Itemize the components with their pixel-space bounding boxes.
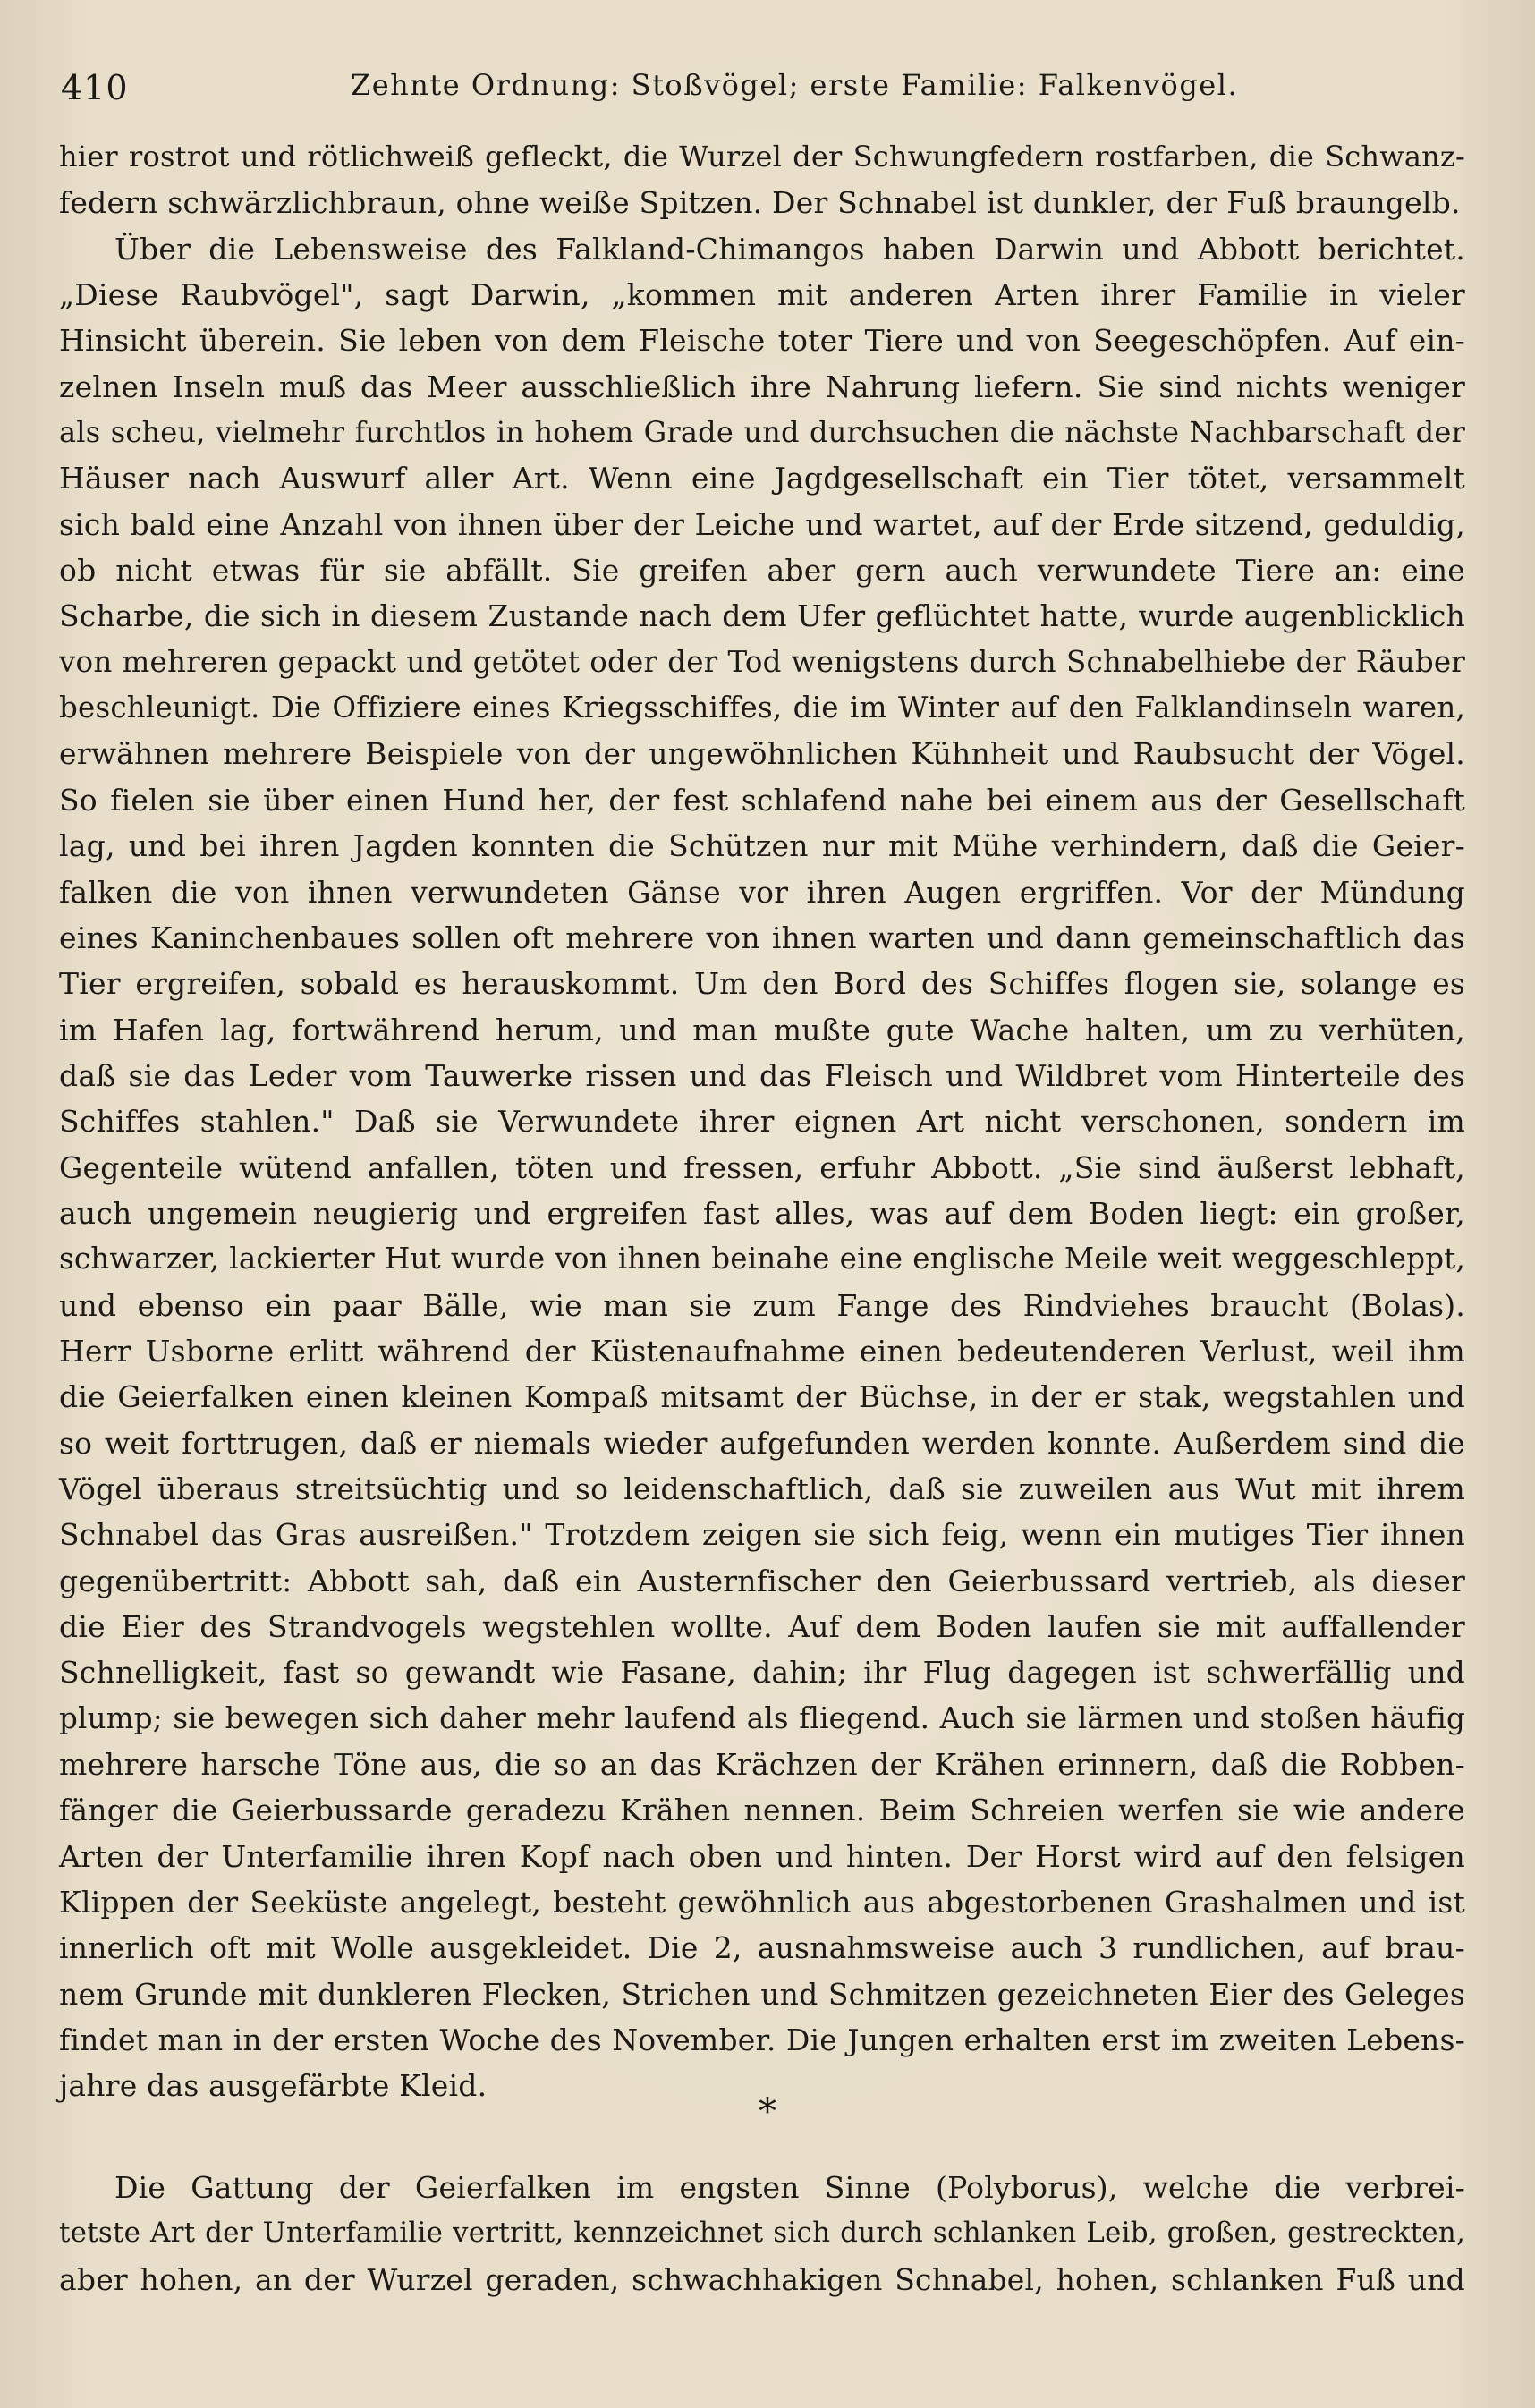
running-head: Zehnte Ordnung: Stoßvögel; erste Familie: Falkenvögel.: [351, 68, 1239, 102]
text-line: Vögel überaus streitsüchtig und so leidenschaftlich, daß sie zuweilen aus Wut mit ihrem: [59, 1471, 1465, 1506]
text-line: tetste Art der Unterfamilie vertritt, kennzeichnet sich durch schlanken Leib, großen, gestreckten,: [59, 2217, 1465, 2250]
paragraph-2: [59, 226, 1465, 2109]
text-line: findet man in der ersten Woche des November. Die Jungen erhalten erst im zweiten Lebens-: [59, 2022, 1465, 2058]
text-line: erwähnen mehrere Beispiele von der ungewöhnlichen Kühnheit und Raubsucht der Vögel.: [59, 736, 1465, 772]
text-line: so weit forttrugen, daß er niemals wieder aufgefunden werden konnte. Außerdem sind die: [59, 1425, 1465, 1461]
page-number: 410: [61, 68, 129, 107]
text-line: hier rostrot und rötlichweiß gefleckt, die Wurzel der Schwungfedern rostfarben, die Schwanz-: [59, 140, 1465, 174]
text-line: von mehreren gepackt und getötet oder der Tod wenigstens durch Schnabelhiebe der Räuber: [59, 644, 1465, 679]
text-line: eines Kaninchenbaues sollen oft mehrere von ihnen warten und dann gemeinschaftlich das: [59, 920, 1465, 955]
text-line: mehrere harsche Töne aus, die so an das Krächzen der Krähen erinnern, daß die Robben-: [59, 1747, 1465, 1783]
text-line: die Eier des Strandvogels wegstehlen wollte. Auf dem Boden laufen sie mit auffallender: [59, 1609, 1465, 1644]
section-separator-asterisk: *: [759, 2091, 776, 2132]
text-line: Über die Lebensweise des Falkland-Chimangos haben Darwin und Abbott berichtet.: [114, 231, 1465, 267]
text-line: zelnen Inseln muß das Meer ausschließlich ihre Nahrung liefern. Sie sind nichts weniger: [59, 369, 1465, 404]
text-line: So fielen sie über einen Hund her, der fest schlafend nahe bei einem aus der Gesellschaft: [59, 782, 1465, 818]
text-line: sich bald eine Anzahl von ihnen über der Leiche und wartet, auf der Erde sitzend, geduldig,: [59, 506, 1465, 542]
paragraph-3: [59, 2165, 1465, 2302]
text-line: jahre das ausgefärbte Kleid.: [59, 2068, 488, 2104]
text-line: Schnabel das Gras ausreißen." Trotzdem zeigen sie sich feig, wenn ein mutiges Tier ihnen: [59, 1517, 1465, 1553]
text-line: Arten der Unterfamilie ihren Kopf nach oben und hinten. Der Horst wird auf den felsigen: [59, 1838, 1465, 1874]
text-line: fänger die Geierbussarde geradezu Krähen nennen. Beim Schreien werfen sie wie andere: [59, 1793, 1465, 1828]
text-line: ob nicht etwas für sie abfällt. Sie greifen aber gern auch verwundete Tiere an: eine: [59, 553, 1465, 589]
text-line: Die Gattung der Geierfalken im engsten Sinne (Polyborus), welche die verbrei-: [114, 2170, 1465, 2205]
text-line: gegenübertritt: Abbott sah, daß ein Austernfischer den Geierbussard vertrieb, als dieser: [59, 1563, 1465, 1598]
text-line: auch ungemein neugierig und ergreifen fast alles, was auf dem Boden liegt: ein großer,: [59, 1195, 1465, 1231]
text-line: lag, und bei ihren Jagden konnten die Schützen nur mit Mühe verhindern, daß die Geier-: [59, 828, 1465, 864]
text-line: aber hohen, an der Wurzel geraden, schwachhakigen Schnabel, hohen, schlanken Fuß und: [59, 2261, 1465, 2297]
text-line: Häuser nach Auswurf aller Art. Wenn eine Jagdgesellschaft ein Tier tötet, versammelt: [59, 461, 1465, 496]
text-line: schwarzer, lackierter Hut wurde von ihnen beinahe eine englische Meile weit weggeschleppt,: [59, 1242, 1465, 1276]
text-line: als scheu, vielmehr furchtlos in hohem Grade und durchsuchen die nächste Nachbarschaft der: [59, 415, 1465, 450]
text-line: falken die von ihnen verwundeten Gänse vor ihren Augen ergriffen. Vor der Mündung: [59, 874, 1465, 910]
text-line: Schiffes stahlen." Daß sie Verwundete ihrer eignen Art nicht verschonen, sondern im: [59, 1104, 1465, 1140]
text-line: Hinsicht überein. Sie leben von dem Fleische toter Tiere und von Seegeschöpfen. Auf ein-: [59, 323, 1465, 359]
text-line: plump; sie bewegen sich daher mehr laufend als fliegend. Auch sie lärmen und stoßen häufig: [59, 1700, 1465, 1735]
text-line: federn schwärzlichbraun, ohne weiße Spitzen. Der Schnabel ist dunkler, der Fuß braungelb.: [59, 185, 1461, 221]
paragraph-1: [59, 134, 1465, 226]
text-line: innerlich oft mit Wolle ausgekleidet. Die 2, ausnahmsweise auch 3 rundlichen, auf brau-: [59, 1930, 1465, 1966]
text-line: „Diese Raubvögel", sagt Darwin, „kommen mit anderen Arten ihrer Familie in vieler: [59, 277, 1465, 313]
text-line: daß sie das Leder vom Tauwerke rissen und das Fleisch und Wildbret vom Hinterteile des: [59, 1057, 1465, 1093]
text-line: Tier ergreifen, sobald es herauskommt. Um den Bord des Schiffes flogen sie, solange es: [59, 966, 1465, 1002]
text-line: im Hafen lag, fortwährend herum, und man mußte gute Wache halten, um zu verhüten,: [59, 1012, 1465, 1047]
text-line: Gegenteile wütend anfallen, töten und fressen, erfuhr Abbott. „Sie sind äußerst lebhaft,: [59, 1149, 1465, 1185]
page-header: [55, 64, 1469, 114]
text-line: Klippen der Seeküste angelegt, besteht gewöhnlich aus abgestorbenen Grashalmen und ist: [59, 1885, 1465, 1920]
text-line: die Geierfalken einen kleinen Kompaß mitsamt der Büchse, in der er stak, wegstahlen und: [59, 1379, 1465, 1415]
text-line: nem Grunde mit dunkleren Flecken, Strichen und Schmitzen gezeichneten Eier des Geleges: [59, 1976, 1465, 2012]
text-line: beschleunigt. Die Offiziere eines Kriegsschiffes, die im Winter auf den Falklandinseln waren,: [59, 691, 1465, 725]
text-line: Scharbe, die sich in diesem Zustande nach dem Ufer geflüchtet hatte, wurde augenblicklich: [59, 598, 1465, 634]
text-line: und ebenso ein paar Bälle, wie man sie zum Fange des Rindviehes braucht (Bolas).: [59, 1287, 1465, 1323]
text-line: Herr Usborne erlitt während der Küstenaufnahme einen bedeutenderen Verlust, weil ihm: [59, 1333, 1465, 1369]
main-text-block: [59, 134, 1465, 2109]
text-line: Schnelligkeit, fast so gewandt wie Fasane, dahin; ihr Flug dagegen ist schwerfällig und: [59, 1655, 1465, 1691]
